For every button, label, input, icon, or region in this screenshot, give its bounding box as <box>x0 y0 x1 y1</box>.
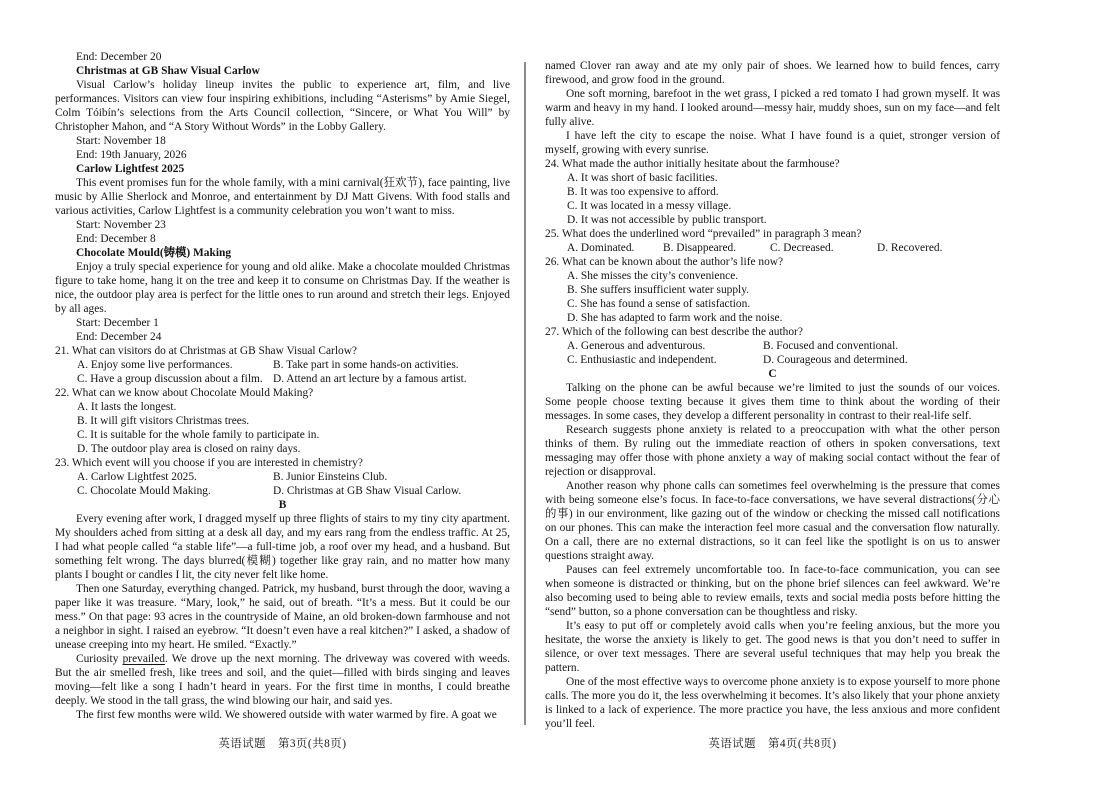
option-item: A. Enjoy some live performances. <box>77 359 233 371</box>
options-row <box>567 353 1000 367</box>
options-row <box>567 171 1000 227</box>
option-item: B. Take part in some hands-on activities. <box>273 359 459 371</box>
date-meta-line: Start: November 23 <box>76 219 166 231</box>
event-heading: Carlow Lightfest 2025 <box>76 163 185 175</box>
date-meta-line: Start: December 1 <box>76 317 159 329</box>
date-meta-line: End: 19th January, 2026 <box>76 149 187 161</box>
options-row <box>77 484 510 498</box>
date-meta-line: Start: November 18 <box>76 135 166 147</box>
option-item: B. It will gift visitors Christmas trees. <box>77 415 250 427</box>
option-item: C. Chocolate Mould Making. <box>77 485 211 497</box>
page-footer: 英语试题 第3页(共8页) <box>218 738 347 750</box>
option-item: B. She suffers insufficient water supply. <box>567 284 750 296</box>
underlined-word: prevailed <box>122 653 165 665</box>
option-item: A. She misses the city’s convenience. <box>567 270 739 282</box>
question-line: 23. Which event will you choose if you are interested in chemistry? <box>55 457 363 469</box>
option-item: A. It was short of basic facilities. <box>567 172 718 184</box>
text-paragraph: Every evening after work, I dragged myself up three flights of stairs to my tiny city apartment. My shoulders ached from sitting at a desk all day, and my ears rang from the endless traffic. At 25, I had what people called “a stable life”—a full-time job, a roof over my head, and a husband. But something felt wrong. The days blurred(模糊) together like gray rain, and no matter how many plants I bought or candles I lit, the city never felt like home. <box>55 513 510 581</box>
option-item: C. Have a group discussion about a film. <box>77 373 263 385</box>
option-item: D. Christmas at GB Shaw Visual Carlow. <box>273 485 462 497</box>
option-item: C. It is suitable for the whole family to participate in. <box>77 429 320 441</box>
options-row <box>77 372 510 386</box>
option-item: D. It was not accessible by public transport. <box>567 214 767 226</box>
option-item: B. Focused and conventional. <box>763 340 899 352</box>
text-segment: . We drove up the next morning. The driveway was covered with weeds. But the air smelled fresh, like trees and soil, and the quiet—filled with birds singing and leaves moving—felt like a song I hadn’t heard in years. For the first time in months, I could breathe deeply. We stood in the tall grass, the wind blowing our hair, and said yes. <box>55 653 510 707</box>
option-item: C. It was located in a messy village. <box>567 200 732 212</box>
question-line: 21. What can visitors do at Christmas at GB Shaw Visual Carlow? <box>55 345 357 357</box>
options-row <box>567 269 1000 325</box>
text-paragraph: Another reason why phone calls can sometimes feel overwhelming is the pressure that comes with being someone else’s focus. In face-to-face conversations, we have several distractions(分心的事) in our environment, like gazing out of the window or checking the missed call notifications on our phones. This can make the interaction feel more casual and the conversation flow naturally. On a call, there are no external distractions, so it can feel like the spotlight is on us to answer questions straight away. <box>545 480 1000 562</box>
options-row <box>567 241 1000 255</box>
option-item: A. Carlow Lightfest 2025. <box>77 471 197 483</box>
question-line: 24. What made the author initially hesitate about the farmhouse? <box>545 158 840 170</box>
option-item: D. She has adapted to farm work and the noise. <box>567 312 783 324</box>
option-item: B. Junior Einsteins Club. <box>273 471 388 483</box>
option-item: A. Dominated. <box>567 242 635 254</box>
question-line: 25. What does the underlined word “prevailed” in paragraph 3 mean? <box>545 228 862 240</box>
text-paragraph: It’s easy to put off or completely avoid calls when you’re feeling anxious, but the more you hesitate, the worse the anxiety is likely to get. The good news is that you don’t need to suffer in silence, or over text messages. There are several useful techniques that may help you break the pattern. <box>545 620 1000 674</box>
text-paragraph: The first few months were wild. We showered outside with water warmed by fire. A goat we <box>76 709 497 721</box>
event-heading: Christmas at GB Shaw Visual Carlow <box>76 65 260 77</box>
page-divider-line <box>524 62 526 725</box>
section-heading: B <box>278 499 287 511</box>
option-item: C. Enthusiastic and independent. <box>567 354 717 366</box>
text-paragraph: Enjoy a truly special experience for young and old alike. Make a chocolate moulded Christmas figure to take home, hang it on the tree and keep it to consume on Christmas Day. If the weather is nice, the outdoor play area is perfect for the little ones to run around and stretch their legs. Enjoyed by all ages. <box>55 261 510 315</box>
text-paragraph: Then one Saturday, everything changed. Patrick, my husband, burst through the door, waving a paper like it was treasure. “Mary, look,” he said, out of breath. “It’s a mess. But it could be our mess.” On that page: 93 acres in the countryside of Maine, an old broken-down farmhouse and not a neighbor in sight. I raised an eyebrow. “It doesn’t even have a real kitchen?” I asked, a shadow of unease creeping into my heart. He smiled. “Exactly.” <box>55 583 510 651</box>
option-item: B. It was too expensive to afford. <box>567 186 719 198</box>
section-heading: C <box>768 368 777 380</box>
option-item: D. Attend an art lecture by a famous artist. <box>273 373 467 385</box>
text-paragraph <box>55 652 510 708</box>
option-item: A. Generous and adventurous. <box>567 340 706 352</box>
text-paragraph: I have left the city to escape the noise. What I have found is a quiet, stronger version of myself, growing with every sunrise. <box>545 130 1000 156</box>
options-row <box>77 358 510 372</box>
option-item: D. Courageous and determined. <box>763 354 908 366</box>
question-line: 22. What can we know about Chocolate Mould Making? <box>55 387 314 399</box>
page-footer: 英语试题 第4页(共8页) <box>708 738 837 750</box>
option-item: C. Decreased. <box>770 242 834 254</box>
text-paragraph: One of the most effective ways to overcome phone anxiety is to expose yourself to more phone calls. The more you do it, the less overwhelming it becomes. It’s also likely that your phone anxiety is linked to a lack of experience. The more practice you have, the less anxious and more confident you’ll feel. <box>545 676 1000 730</box>
page-3-column <box>55 50 510 722</box>
text-paragraph: named Clover ran away and ate my only pair of shoes. We learned how to build fences, carry firewood, and grow food in the ground. <box>545 60 1000 86</box>
text-paragraph: Visual Carlow’s holiday lineup invites the public to experience art, film, and live performances. Visitors can view four inspiring exhibitions, including “Asterisms” by Amie Siegel, Colm Tóibín’s selections from the Arts Council collection, “Sincere, or What You Will” by Christopher Mahon, and “A Story Without Words” in the Lobby Gallery. <box>55 79 510 133</box>
date-meta-line: End: December 24 <box>76 331 162 343</box>
text-paragraph: One soft morning, barefoot in the wet grass, I picked a red tomato I had grown myself. It was warm and heavy in my hand. I looked around—messy hair, muddy shoes, sun on my face—and felt fully alive. <box>545 88 1000 128</box>
options-row <box>77 400 510 456</box>
text-segment: Curiosity <box>76 653 123 665</box>
text-paragraph: This event promises fun for the whole family, with a mini carnival(狂欢节), face painting, live music by Allie Sherlock and Monroe, and entertainment by DJ Matt Givens. With food stalls and various activities, Carlow Lightfest is a community celebration you won’t want to miss. <box>55 177 510 217</box>
date-meta-line: End: December 20 <box>76 51 162 63</box>
date-meta-line: End: December 8 <box>76 233 156 245</box>
text-paragraph: Pauses can feel extremely uncomfortable too. In face-to-face communication, you can see when someone is distracted or thinking, but on the phone brief silences can feel awkward. We’re also becoming used to being able to review emails, texts and social media posts before hitting the “send” button, so a phone conversation can be thoughtless and risky. <box>545 564 1000 618</box>
options-row <box>77 470 510 484</box>
option-item: D. Recovered. <box>877 242 943 254</box>
question-line: 26. What can be known about the author’s life now? <box>545 256 784 268</box>
option-item: B. Disappeared. <box>663 242 737 254</box>
option-item: C. She has found a sense of satisfaction. <box>567 298 751 310</box>
event-heading: Chocolate Mould(铸模) Making <box>76 247 232 259</box>
text-paragraph: Talking on the phone can be awful because we’re limited to just the sounds of our voices. Some people choose texting because it gives them time to think about the wording of their messages. In some cases, they develop a different personality in contrast to their real-life self. <box>545 382 1000 422</box>
page-4-column <box>545 59 1000 731</box>
option-item: A. It lasts the longest. <box>77 401 177 413</box>
question-line: 27. Which of the following can best describe the author? <box>545 326 803 338</box>
option-item: D. The outdoor play area is closed on rainy days. <box>77 443 301 455</box>
options-row <box>567 339 1000 353</box>
text-paragraph: Research suggests phone anxiety is related to a preoccupation with what the other person thinks of them. By ruling out the immediate reaction of others in spoken conversations, text messaging may offer those with phone anxiety a way of making social contact without the fear of rejection or disapproval. <box>545 424 1000 478</box>
